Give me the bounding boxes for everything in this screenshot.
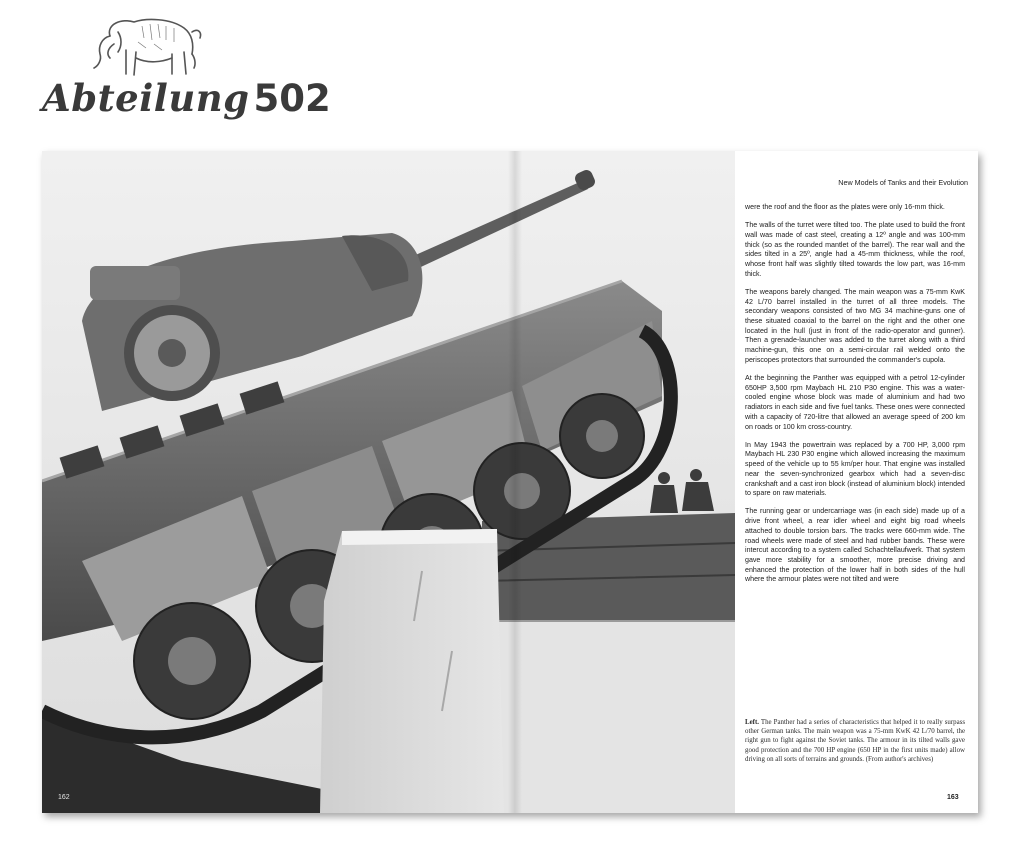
caption-text: The Panther had a series of characteristics that helped it to really surpass other German tanks. The main weapon was a 75-mm KwK 42 L/70 barrel, the right gun to fight against the Soviet tanks. The armour in its tilted walls gave good protection and the 700 HP engine (650 HP in the first units made) allow driving on all sorts of terrains and grounds. (From author's archives) [745,719,965,763]
paragraph: The running gear or undercarriage was (in each side) made up of a drive front wheel, a rear idler wheel and eight big road wheels attached to double torsion bars. The tracks were 660-mm wide. The road wheels were made of steel and had rubber bands. These were intercut according to a system called Schachtellaufwerk. That system gave more stability for a smoother, more precise driving and enhanced the protection of the lower half in both sides of the hull where the armour plates were not tilted and were [745,507,965,584]
book-gutter [508,151,522,813]
text-page [735,151,978,813]
logo-wordmark [42,76,331,120]
paragraph: At the beginning the Panther was equipped with a petrol 12-cylinder 650HP 3,500 rpm Maybach HL 210 P30 engine. This was a water-cooled engine whose block was made of aluminium and had two radiators in each side and five fuel tanks. These ones were connected with a capacity of 720-litre that allowed an average speed of 200 km on roads or 100 km cross-country. [745,374,965,431]
page-number-right: 163 [947,794,959,801]
paragraph: In May 1943 the powertrain was replaced by a 700 HP, 3,000 rpm Maybach HL 230 P30 engine which allowed increasing the maximum speed of the vehicle up to 55 km/per hour. That engine was installed near the seven-synchronized gearbox which had a seven-disc crankshaft and a cast iron block (instead of aluminium block) intended to spare on raw materials. [745,440,965,498]
photo-caption [745,718,965,764]
paragraph: were the roof and the floor as the plates were only 16-mm thick. [745,203,945,211]
paragraph: The weapons barely changed. The main weapon was a 75-mm KwK 42 L/70 barrel installed in the turret of all three models. The secondary weapons consisted of two MG 34 machine-guns one of these situated coaxial to the barrel on the right and the other one located in the hull (just in front of the radio-operator and gunner). Then a grenade-launcher was added to the turret along with a third machine-gun, this one on a semi-circular rail welded onto the periscopes protectors that surrounded the commander's cupola. [745,287,965,364]
elephant-icon [92,14,204,80]
page-number-left: 162 [58,794,70,801]
logo-word: Abteilung [42,76,250,120]
logo-number: 502 [253,77,331,120]
caption-lead: Left. [745,719,759,726]
article-body [745,203,965,594]
running-head: New Models of Tanks and their Evolution [838,178,968,187]
book-spread [42,151,978,813]
tank-photograph [42,151,735,813]
paragraph: The walls of the turret were tilted too. The plate used to build the front wall was made of cast steel, creating a 12º angle and was 100-mm thick (so as the rounded mantlet of the barrel). The rear wall and the sides tilted in a 25º, angle had a 45-mm thickness, while the roof, whose front half was slightly tilted towards the low part, was 16-mm thick. [745,221,965,278]
